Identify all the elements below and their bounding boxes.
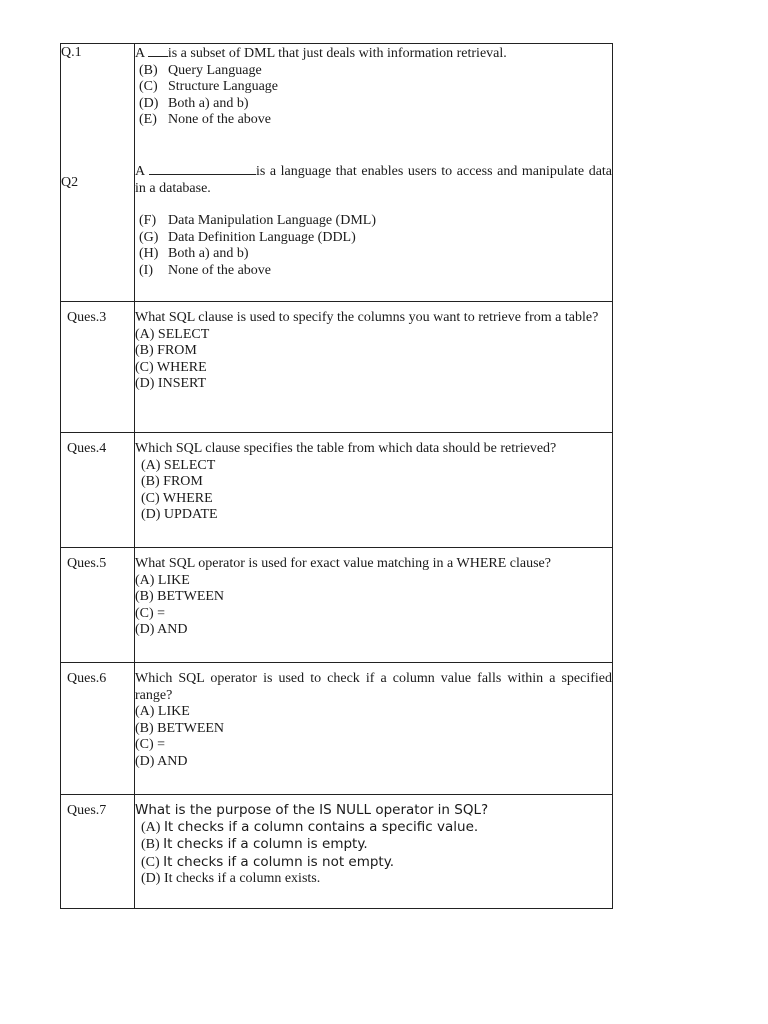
question-stem: Which SQL clause specifies the table from which data should be retrieved? [135, 441, 557, 456]
question-body-cell [135, 548, 613, 663]
table-row [61, 548, 613, 663]
question-stem: What SQL operator is used for exact value matching in a WHERE clause? [135, 556, 551, 571]
table-row [61, 302, 613, 433]
option: (A) SELECT [135, 326, 210, 342]
option-list [135, 63, 612, 129]
question-number-cell [61, 44, 135, 302]
option: (C) WHERE [141, 490, 213, 506]
option: (D) It checks if a column exists. [141, 871, 321, 887]
option: (C) = [135, 737, 166, 753]
question-body-cell [135, 795, 613, 909]
table-row [61, 795, 613, 909]
question-label: Ques.6 [67, 671, 107, 686]
question-number-cell [61, 663, 135, 795]
question-table [60, 43, 613, 909]
question-body-cell [135, 663, 613, 795]
option: (B) It checks if a column is empty. [141, 836, 368, 853]
question-body-cell [135, 433, 613, 548]
option: (I) None of the above [139, 262, 272, 278]
option: (A) SELECT [141, 457, 216, 473]
question-body-cell [135, 302, 613, 433]
answer-blank [149, 162, 256, 175]
table-row [61, 44, 613, 302]
option: (D) Both a) and b) [139, 95, 249, 111]
question-number-cell [61, 433, 135, 548]
option: (D) INSERT [135, 376, 207, 392]
table-row [61, 663, 613, 795]
option: (E) None of the above [139, 112, 272, 128]
option-list [135, 213, 612, 279]
option: (G) Data Definition Language (DDL) [139, 229, 356, 245]
table-row [61, 433, 613, 548]
question-body-cell [135, 44, 613, 302]
option: (B) BETWEEN [135, 589, 225, 605]
question-stem: Which SQL operator is used to check if a column value falls within a specified range? [135, 671, 612, 703]
question-number-cell [61, 795, 135, 909]
option: (B) FROM [141, 474, 203, 490]
question-label: Q.1 [61, 45, 82, 60]
question-label: Ques.7 [67, 803, 107, 818]
option: (D) AND [135, 753, 188, 769]
option: (B) FROM [135, 343, 197, 359]
question-label: Q2 [61, 175, 79, 190]
question-label: Ques.5 [67, 556, 107, 571]
option: (B) BETWEEN [135, 720, 225, 736]
option: (C) Structure Language [139, 79, 279, 95]
question-stem: What is the purpose of the IS NULL operator in SQL? [135, 802, 489, 818]
option: (C) WHERE [135, 359, 207, 375]
option: (D) UPDATE [141, 507, 218, 523]
question-number-cell [61, 302, 135, 433]
answer-blank [148, 44, 168, 57]
question-number-cell [61, 548, 135, 663]
option: (C) = [135, 605, 166, 621]
question-label: Ques.3 [67, 310, 107, 325]
question-label: Ques.4 [67, 441, 107, 456]
question-stem: A is a subset of DML that just deals with information retrieval. [135, 46, 507, 61]
question-stem: What SQL clause is used to specify the columns you want to retrieve from a table? [135, 310, 599, 325]
option: (A) LIKE [135, 572, 190, 588]
option: (D) AND [135, 622, 188, 638]
option: (H) Both a) and b) [139, 246, 249, 262]
option: (F) Data Manipulation Language (DML) [139, 213, 376, 229]
option: (B) Query Language [139, 62, 262, 78]
question-stem: A is a language that enables users to access and manipulate data in a database. [135, 163, 613, 196]
option: (C) It checks if a column is not empty. [141, 853, 395, 870]
option: (A) It checks if a column contains a specific value. [141, 818, 479, 835]
option: (A) LIKE [135, 704, 190, 720]
